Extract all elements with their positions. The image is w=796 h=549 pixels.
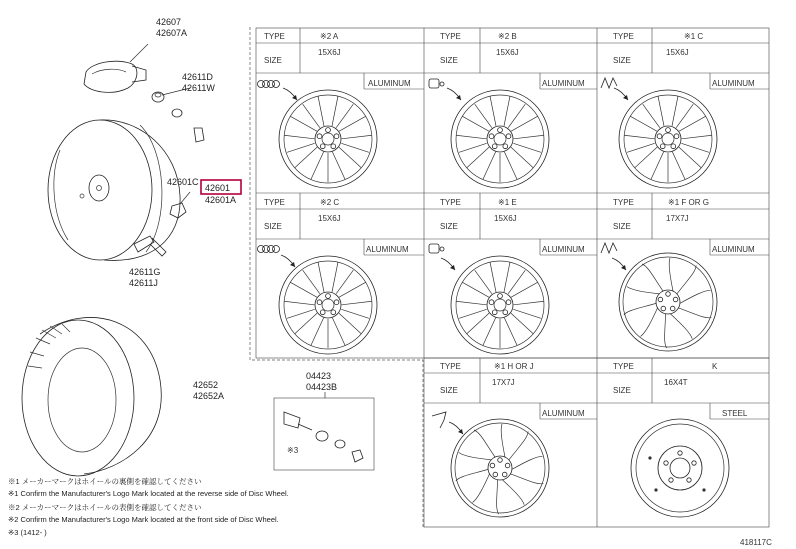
size-label: SIZE [440, 222, 458, 231]
cell-k [613, 362, 748, 418]
valve-kit-part [274, 392, 374, 470]
pointer-arrow-icon [614, 88, 628, 100]
lens-logo-icon [429, 244, 444, 253]
wheel-drawing-type-c2 [279, 256, 377, 354]
sensor-part-number: 42607 [156, 17, 182, 27]
type-value: K [712, 362, 718, 371]
material-value: ALUMINUM [542, 409, 585, 418]
tire-alt-part-number: 42652A [193, 391, 225, 401]
material-value: ALUMINUM [712, 79, 755, 88]
pointer-arrow-icon [281, 255, 295, 267]
valve-kit-note-mark: ※3 [287, 446, 299, 455]
cell-f [613, 198, 755, 254]
pointer-arrow-icon [283, 88, 297, 100]
type-value: ※2 B [498, 32, 517, 41]
valve-cap-alt-part-number: 42611W [182, 83, 215, 93]
material-value: ALUMINUM [712, 245, 755, 254]
type-value: ※2 C [320, 198, 340, 207]
wheel-drawing-type-h [450, 419, 549, 519]
pointer-arrow-icon [441, 258, 455, 270]
size-label: SIZE [440, 386, 458, 395]
size-value: 15X6J [666, 48, 689, 57]
wheel-drawing-type-c [619, 90, 717, 188]
wheel-drawing-type-k [631, 419, 729, 517]
rings-logo-icon [258, 246, 280, 253]
type-value: ※1 E [498, 198, 517, 207]
sensor-alt-part-number: 42607A [156, 28, 188, 38]
cell-d [264, 198, 409, 254]
wheel-part-number: 42601A [205, 195, 237, 205]
note-1-en: ※1 Confirm the Manufacturer's Logo Mark located at the reverse side of Disc Wheel. [8, 489, 289, 498]
size-value: 15X6J [318, 214, 341, 223]
type-value: ※1 H OR J [494, 362, 534, 371]
material-value: ALUMINUM [366, 245, 409, 254]
wheel-part-number-highlight[interactable]: 42601 [205, 183, 231, 193]
type-value: ※1 C [684, 32, 704, 41]
wheel-drawing-type-b [451, 90, 549, 188]
cell-b [440, 32, 585, 88]
bolt-part-number: 42611G [129, 267, 161, 277]
size-value: 17X7J [666, 214, 689, 223]
pointer-arrow-icon [612, 258, 626, 270]
material-value: ALUMINUM [368, 79, 411, 88]
type-label: TYPE [613, 198, 634, 207]
size-label: SIZE [613, 222, 631, 231]
type-label: TYPE [440, 362, 461, 371]
type-label: TYPE [440, 32, 461, 41]
bolt-alt-part-number: 42611J [129, 278, 158, 288]
valve-cap-part [152, 88, 204, 142]
material-value: STEEL [722, 409, 748, 418]
size-label: SIZE [613, 386, 631, 395]
valve-cap-part-number: 42611D [182, 72, 213, 82]
pointer-arrow-icon [447, 88, 461, 100]
cell-h [440, 362, 585, 418]
type-value: ※2 A [320, 32, 339, 41]
wheel-drawing-type-f [618, 253, 717, 353]
size-value: 17X7J [492, 378, 515, 387]
wheel-drawing-type-e [451, 256, 549, 354]
note-3: ※3 (1412- ) [8, 528, 47, 537]
tire-part [22, 317, 161, 476]
nut-part-number: 42601C [167, 177, 199, 187]
note-1-jp: ※1 メーカーマークはホイールの裏側を確認してください [8, 477, 202, 486]
wheel-options-table [256, 28, 769, 527]
type-label: TYPE [440, 198, 461, 207]
pointer-arrow-icon [449, 422, 463, 434]
figure-id: 418117C [740, 538, 772, 547]
type-label: TYPE [613, 362, 634, 371]
type-label: TYPE [264, 32, 285, 41]
material-value: ALUMINUM [542, 245, 585, 254]
rings-logo-icon [258, 81, 280, 88]
note-2-en: ※2 Confirm the Manufacturer's Logo Mark located at the front side of Disc Wheel. [8, 515, 279, 524]
tire-part-number: 42652 [193, 380, 219, 390]
lens-logo-icon [429, 79, 444, 88]
valve-kit-part-number: 04423 [306, 371, 332, 381]
type-label: TYPE [264, 198, 285, 207]
size-value: 15X6J [496, 48, 519, 57]
tpms-sensor [84, 44, 148, 92]
size-value: 16X4T [664, 378, 688, 387]
size-value: 15X6J [494, 214, 517, 223]
note-2-jp: ※2 メーカーマークはホイールの表側を確認してください [8, 503, 202, 512]
type-label: TYPE [613, 32, 634, 41]
size-label: SIZE [264, 56, 282, 65]
hook-logo-icon [432, 412, 446, 428]
type-value: ※1 F OR G [668, 198, 709, 207]
material-value: ALUMINUM [542, 79, 585, 88]
cell-a [264, 32, 411, 88]
size-value: 15X6J [318, 48, 341, 57]
size-label: SIZE [613, 56, 631, 65]
size-label: SIZE [440, 56, 458, 65]
cell-c [613, 32, 755, 88]
valve-kit-alt-part-number: 04423B [306, 382, 338, 392]
size-label: SIZE [264, 222, 282, 231]
script-logo-icon [601, 78, 617, 88]
tire-with-wheel-back [48, 120, 180, 261]
wheel-drawing-type-a [279, 90, 377, 188]
cell-e [440, 198, 585, 254]
script-logo-icon [601, 243, 617, 253]
